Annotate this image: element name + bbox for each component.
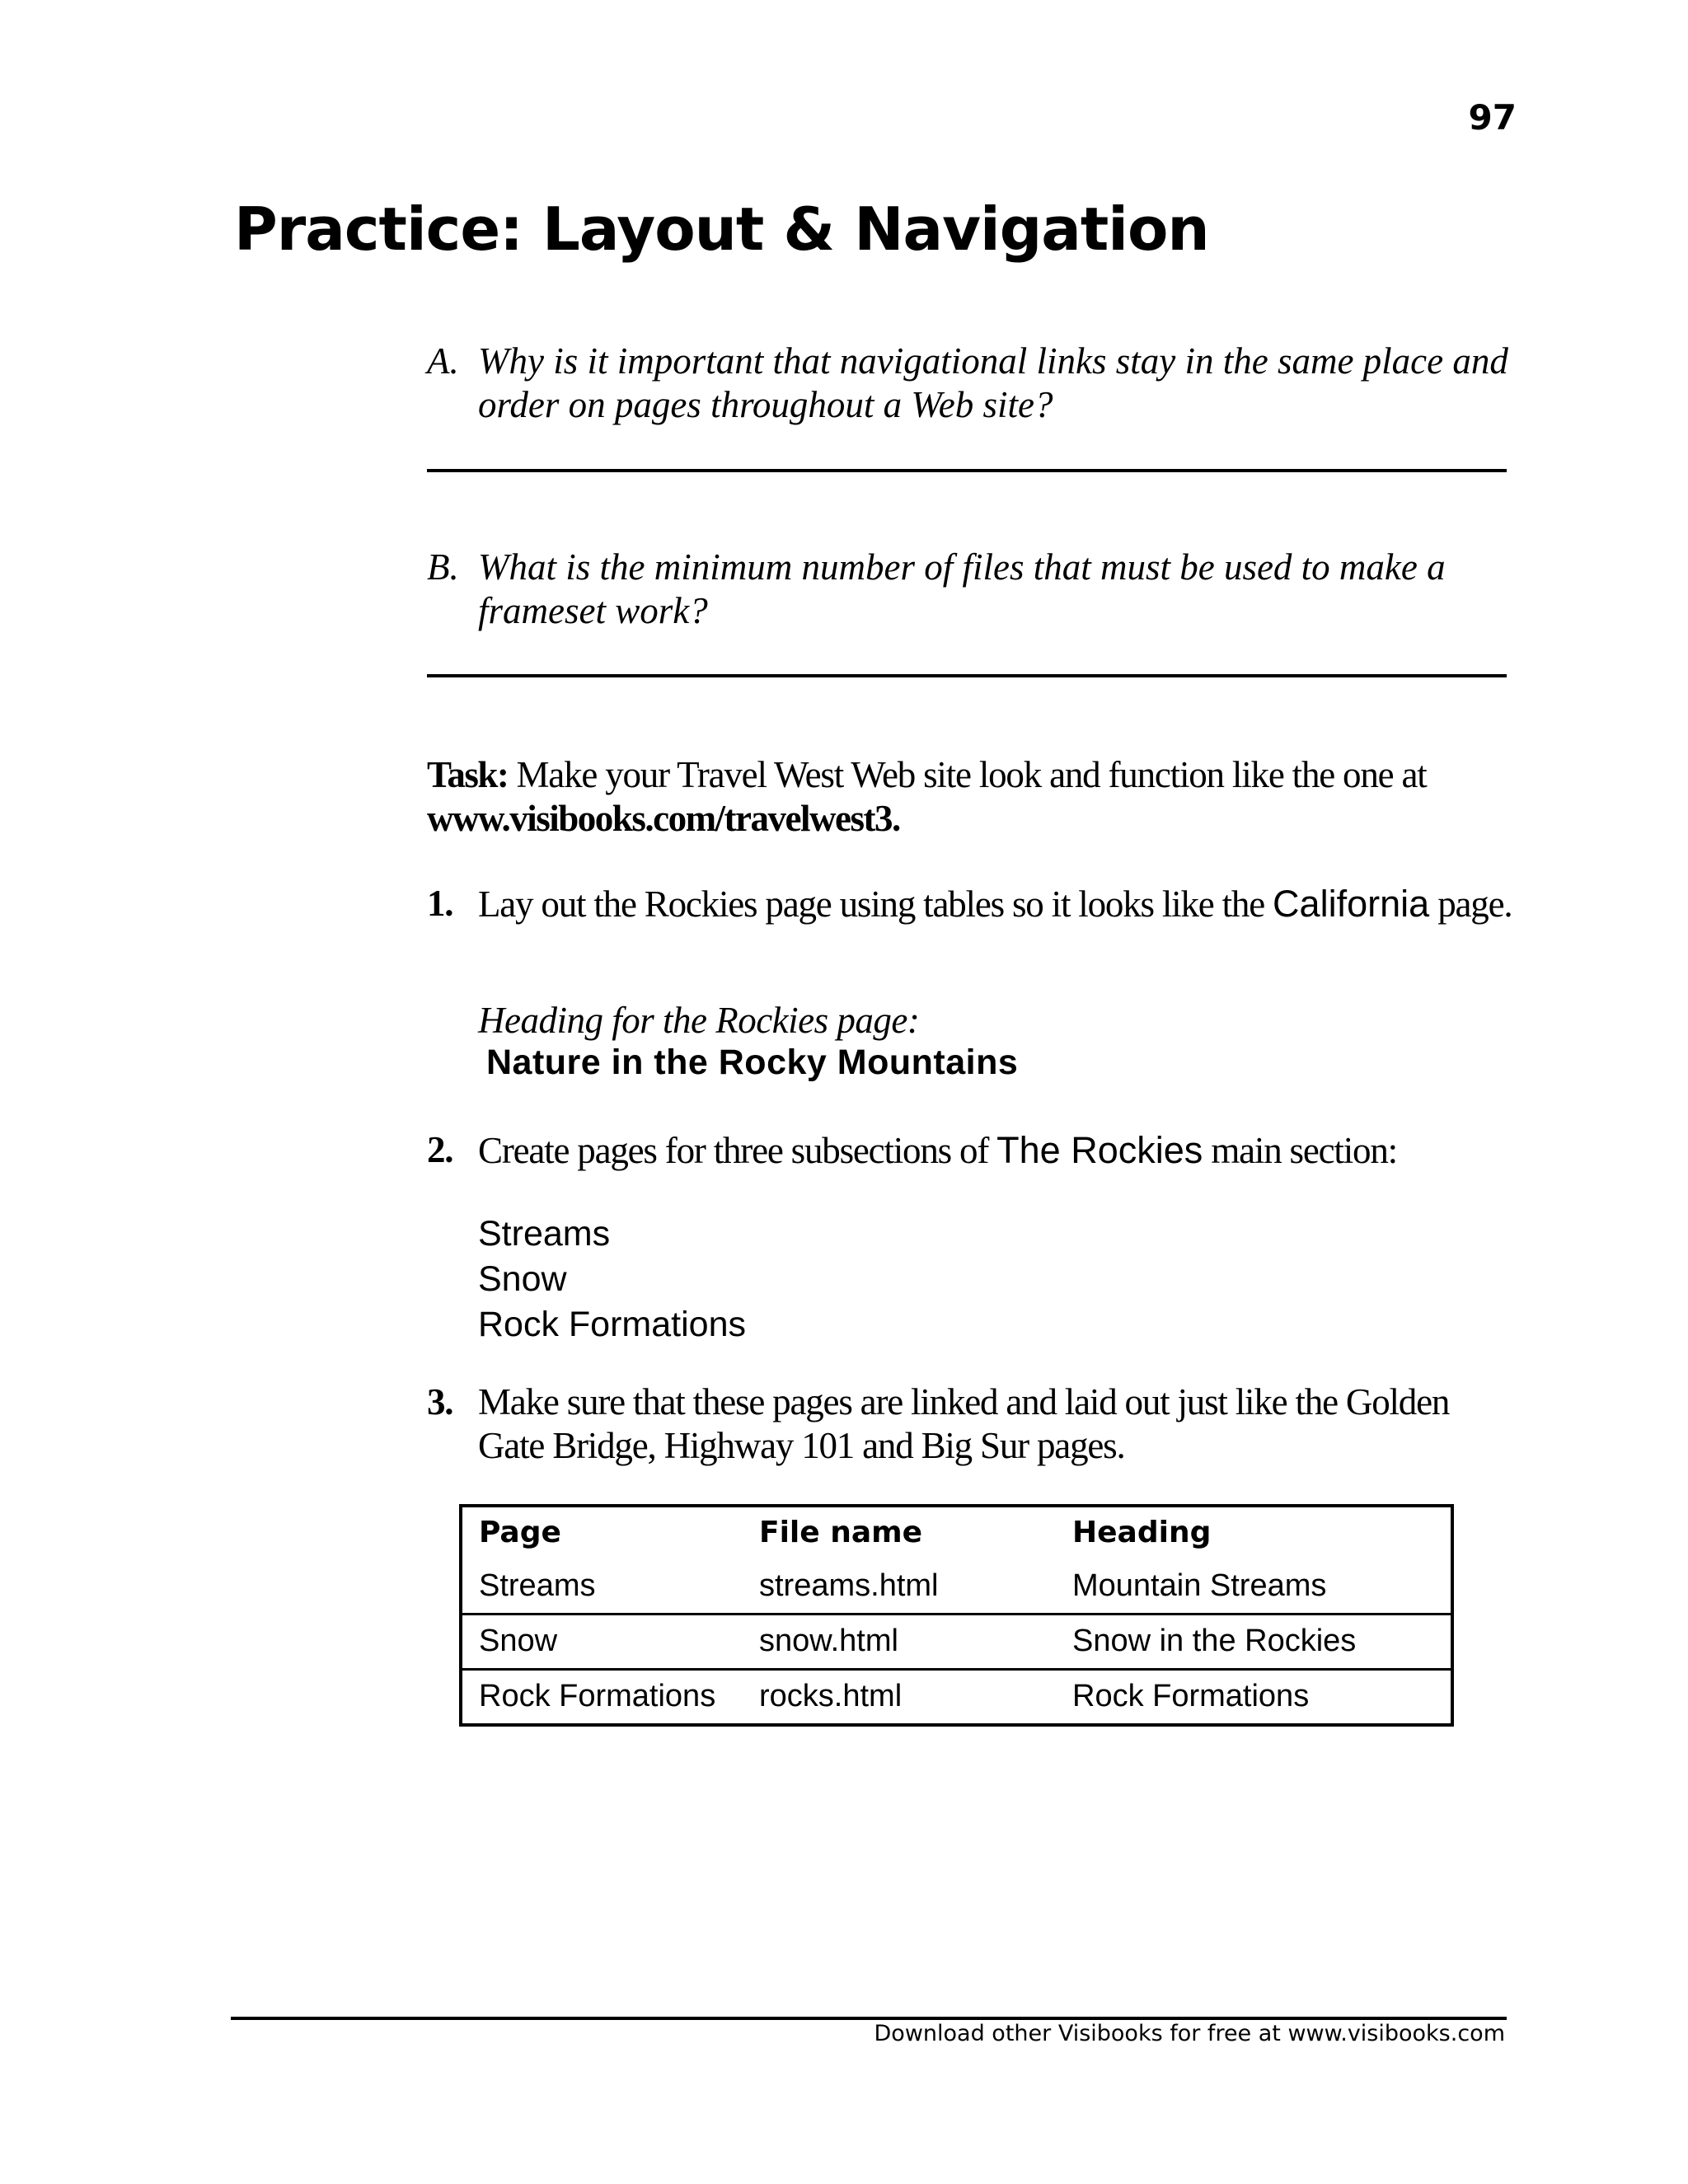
step-text <box>478 1128 1523 1173</box>
table-cell: Mountain Streams <box>1072 1568 1327 1603</box>
table-cell: streams.html <box>759 1568 939 1603</box>
column-header-page: Page <box>479 1516 561 1549</box>
pages-table <box>459 1504 1454 1727</box>
step-text: Make sure that these pages are linked and laid out just like the Golden Gate Bridge, Highway 101 and Big Sur pages. <box>478 1381 1450 1466</box>
step-text-after: main section: <box>1211 1130 1397 1171</box>
list-item: Rock Formations <box>478 1305 746 1344</box>
answer-line-a <box>427 469 1507 472</box>
step-text-after: page. <box>1437 883 1512 925</box>
step-number: 1. <box>427 883 453 924</box>
step-number: 2. <box>427 1129 453 1170</box>
task-paragraph <box>427 753 1523 841</box>
question-a <box>427 340 1515 427</box>
table-cell: Streams <box>479 1568 596 1603</box>
step-text-before: Lay out the Rockies page using tables so it looks like the <box>478 883 1264 925</box>
step-1 <box>427 882 1523 926</box>
table-row <box>461 1560 1452 1615</box>
column-header-file-name: File name <box>759 1516 923 1549</box>
heading-caption: Heading for the Rockies page: <box>478 1000 920 1041</box>
table-cell: rocks.html <box>759 1679 903 1713</box>
table-cell: snow.html <box>759 1624 898 1658</box>
question-letter: A. <box>427 340 459 382</box>
table-cell: Snow in the Rockies <box>1072 1624 1357 1658</box>
list-item: Streams <box>478 1214 611 1254</box>
footer-rule <box>231 2017 1507 2020</box>
page-name-california: California <box>1273 883 1430 925</box>
step-text-before: Create pages for three subsections of <box>478 1130 989 1171</box>
heading-value: Nature in the Rocky Mountains <box>486 1043 1019 1082</box>
table-cell: Rock Formations <box>1072 1679 1310 1713</box>
question-b <box>427 546 1515 633</box>
table-row <box>461 1615 1452 1670</box>
question-text: Why is it important that navigational links stay in the same place and order on pages throughout a Web site? <box>478 340 1508 425</box>
question-text: What is the minimum number of files that must be used to make a frameset work? <box>478 546 1446 631</box>
answer-line-b <box>427 674 1507 677</box>
column-header-heading: Heading <box>1072 1516 1212 1549</box>
page-title: Practice: Layout & Navigation <box>234 194 1209 264</box>
table-cell: Rock Formations <box>479 1679 716 1713</box>
step-2 <box>427 1128 1523 1173</box>
table-cell: Snow <box>479 1624 558 1658</box>
step-3 <box>427 1380 1523 1468</box>
subsection-list <box>478 1212 746 1347</box>
task-url: www.visibooks.com/travelwest3. <box>427 798 900 839</box>
task-label: Task: <box>427 754 509 795</box>
table-header-row <box>461 1506 1452 1560</box>
section-name-rockies: The Rockies <box>996 1129 1203 1171</box>
page-number: 97 <box>1468 97 1517 138</box>
table-row <box>461 1670 1452 1726</box>
list-item: Snow <box>478 1259 567 1299</box>
step-number: 3. <box>427 1381 453 1422</box>
question-letter: B. <box>427 546 459 588</box>
task-text: Make your Travel West Web site look and function like the one at <box>516 754 1427 795</box>
step-text <box>478 882 1523 926</box>
footer-text: Download other Visibooks for free at www.visibooks.com <box>874 2021 1505 2046</box>
